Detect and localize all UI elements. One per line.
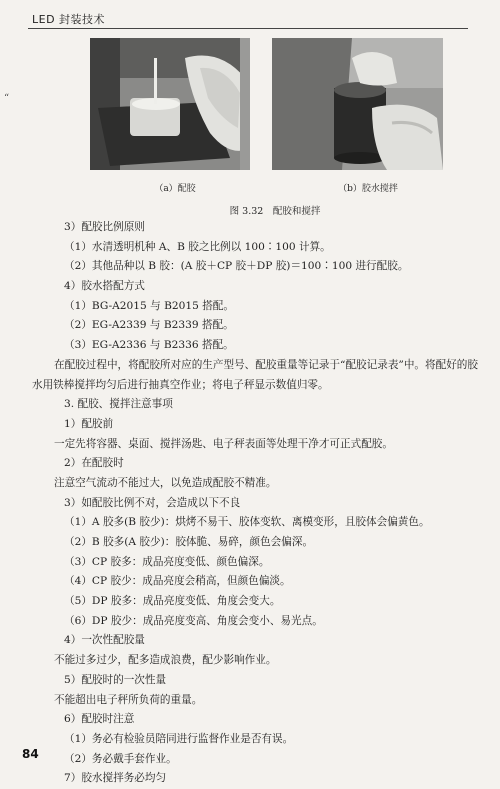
body-text	[32, 218, 478, 789]
running-header	[28, 8, 468, 29]
paragraph-record: 在配胶过程中，将配胶所对应的生产型号、配胶重量等记录于“配胶记录表”中。将配好的胶水用铁棒搅拌均匀后进行抽真空作业；将电子秤显示数值归零。	[32, 358, 478, 391]
page-number: 84	[22, 747, 39, 761]
subheading: 6）配胶时注意	[64, 713, 135, 726]
subheading: 1）配胶前	[64, 417, 114, 430]
paragraph: 不能超出电子秤所负荷的重量。	[54, 693, 203, 706]
section-heading: 3. 配胶、搅拌注意事项	[64, 398, 173, 411]
paragraph: 不能过多过少，配多造成浪费，配少影响作业。	[54, 654, 277, 667]
photo-stirring-glue	[272, 38, 443, 170]
paragraph: 一定先将容器、桌面、搅拌汤匙、电子秤表面等处理干净才可正式配胶。	[54, 437, 393, 450]
list-item: （2）EG-A2339 与 B2339 搭配。	[64, 319, 234, 332]
list-item: （4）CP 胶少：成品亮度会稍高，但颜色偏淡。	[64, 575, 291, 588]
subheading: 5）配胶时的一次性量	[64, 673, 167, 686]
figure-caption: 图 3.32 配胶和搅拌	[229, 206, 321, 217]
paragraph: 注意空气流动不能过大，以免造成配胶不精准。	[54, 476, 277, 489]
subheading-ratio: 3）配胶比例原则	[64, 221, 145, 233]
photo-mixing-glue	[90, 38, 250, 170]
list-item: （6）DP 胶少：成品亮度变高、角度会变小、易光点。	[64, 614, 323, 627]
list-item: （1）BG-A2015 与 B2015 搭配。	[64, 299, 234, 312]
list-item: （3）CP 胶多：成品亮度变低、颜色偏深。	[64, 555, 270, 568]
list-item: （1）A 胶多(B 胶少)：烘烤不易干、胶体变软、离模变形，且胶体会偏黄色。	[64, 516, 430, 529]
list-item: （2）B 胶多(A 胶少)：胶体脆、易碎，颜色会偏深。	[64, 536, 314, 549]
list-item: （2）其他品种以 B 胶：(A 胶＋CP 胶＋DP 胶)＝100∶100 进行配胶。	[64, 260, 409, 273]
caption-a: （a）配胶	[154, 184, 196, 194]
list-item: （1）水清透明机种 A、B 胶之比例以 100∶100 计算。	[64, 240, 331, 253]
list-item: （3）EG-A2336 与 B2336 搭配。	[64, 339, 234, 352]
margin-mark: “	[4, 93, 10, 104]
subheading-pairing: 4）胶水搭配方式	[64, 280, 145, 293]
caption-b: （b）胶水搅拌	[338, 184, 398, 194]
header-title: LED 封装技术	[32, 13, 106, 26]
list-item: （1）务必有检验员陪同进行监督作业是否有误。	[64, 732, 294, 745]
list-item: （2）务必戴手套作业。	[64, 752, 177, 765]
subheading: 7）胶水搅拌务必均匀	[64, 772, 167, 785]
subheading: 3）如配胶比例不对，会造成以下不良	[64, 496, 241, 509]
subheading: 2）在配胶时	[64, 457, 124, 470]
list-item: （5）DP 胶多：成品亮度变低、角度会变大。	[64, 595, 281, 608]
subheading: 4）一次性配胶量	[64, 634, 145, 647]
